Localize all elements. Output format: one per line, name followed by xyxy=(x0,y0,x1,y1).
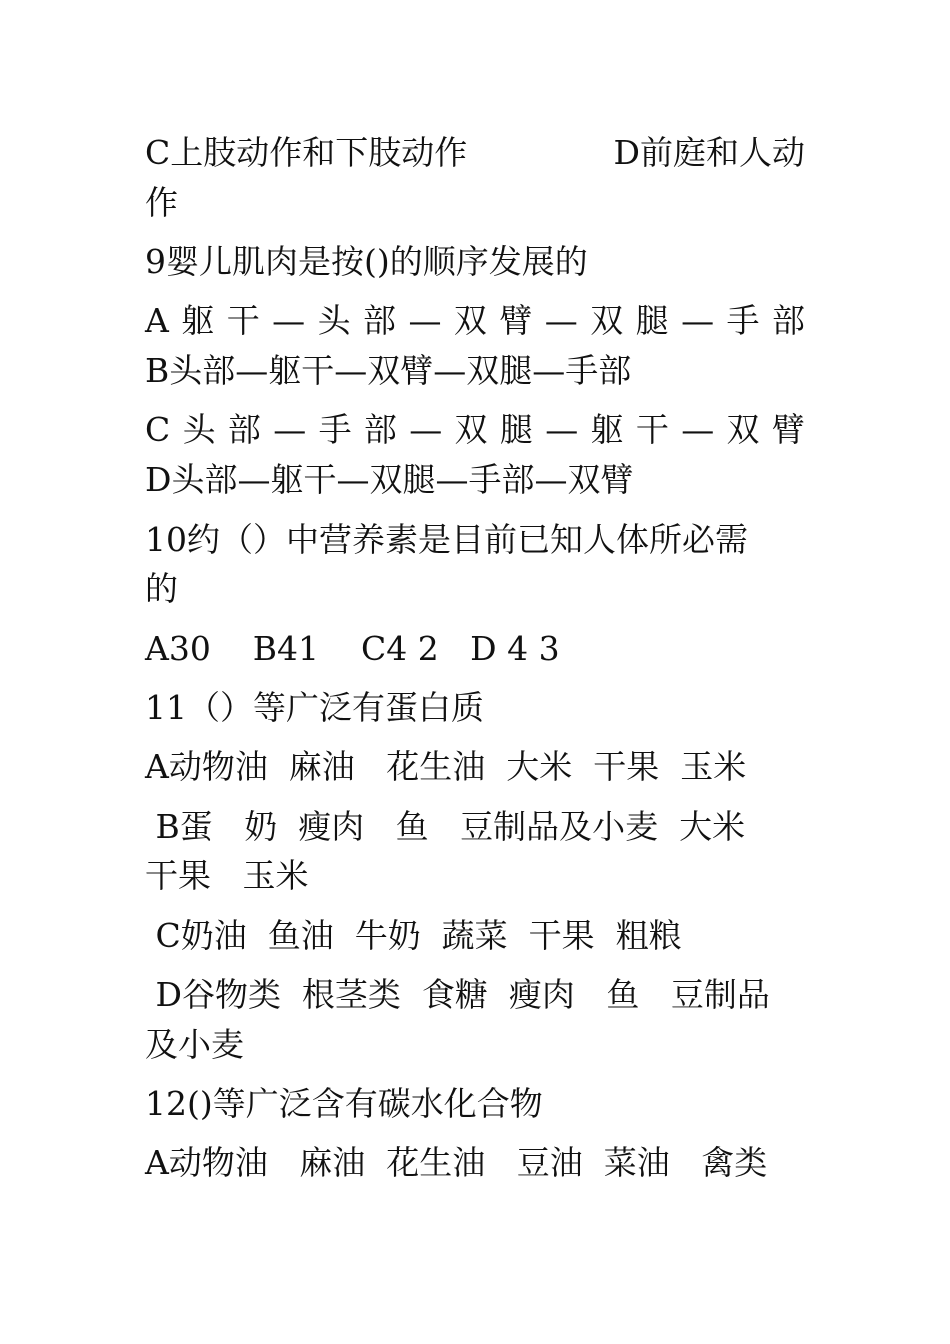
option-8d-continued: 作 xyxy=(145,183,178,222)
option-line-8c-8d xyxy=(145,133,805,173)
option-8c: C上肢动作和下肢动作 xyxy=(145,133,468,172)
char: 干 xyxy=(635,410,669,449)
char: 臂 xyxy=(771,410,805,449)
char: 手 xyxy=(726,301,760,340)
question-11: 11（）等广泛有蛋白质 xyxy=(145,688,484,727)
char: 部 xyxy=(771,301,805,340)
question-10-continued: 的 xyxy=(145,569,178,608)
char: 双 xyxy=(590,301,624,340)
char: 躯 xyxy=(181,301,215,340)
char: A xyxy=(145,301,169,340)
char: C xyxy=(145,410,171,449)
option-11b-continued: 干果 玉米 xyxy=(145,856,309,895)
char: 躯 xyxy=(590,410,624,449)
char: 头 xyxy=(182,410,216,449)
char: 干 xyxy=(226,301,260,340)
char: 腿 xyxy=(499,410,533,449)
option-9a xyxy=(145,301,805,341)
option-11a: A动物油 麻油 花生油 大米 干果 玉米 xyxy=(145,747,747,786)
option-8d: D前庭和人动 xyxy=(613,133,805,172)
char: — xyxy=(273,410,307,449)
option-9d: D头部—躯干—双腿—手部—双臂 xyxy=(145,460,634,499)
char: 部 xyxy=(227,410,261,449)
char: 部 xyxy=(363,301,397,340)
char: 臂 xyxy=(499,301,533,340)
option-9b: B头部—躯干—双臂—双腿—手部 xyxy=(145,351,632,390)
char: 手 xyxy=(318,410,352,449)
char: 双 xyxy=(726,410,760,449)
option-11d-continued: 及小麦 xyxy=(145,1025,244,1064)
option-11c: C奶油 鱼油 牛奶 蔬菜 干果 粗粮 xyxy=(145,916,682,955)
char: 部 xyxy=(363,410,397,449)
char: — xyxy=(272,301,306,340)
char: 双 xyxy=(453,301,487,340)
char: — xyxy=(544,301,578,340)
question-10: 10约（）中营养素是目前已知人体所必需 xyxy=(145,520,748,559)
char: — xyxy=(409,410,443,449)
option-9c xyxy=(145,410,805,450)
char: — xyxy=(408,301,442,340)
char: — xyxy=(681,410,715,449)
question-12: 12()等广泛含有碳水化合物 xyxy=(145,1084,543,1123)
question-9: 9婴儿肌肉是按()的顺序发展的 xyxy=(145,242,588,281)
option-12a: A动物油 麻油 花生油 豆油 菜油 禽类 xyxy=(145,1143,768,1182)
option-11d: D谷物类 根茎类 食糖 瘦肉 鱼 豆制品 xyxy=(145,975,770,1014)
char: — xyxy=(681,301,715,340)
char: 双 xyxy=(454,410,488,449)
question-10-options: A30 B41 C4 2 D 4 3 xyxy=(145,629,560,668)
char: 头 xyxy=(317,301,351,340)
char: — xyxy=(545,410,579,449)
char: 腿 xyxy=(635,301,669,340)
option-11b: B蛋 奶 瘦肉 鱼 豆制品及小麦 大米 xyxy=(145,807,746,846)
